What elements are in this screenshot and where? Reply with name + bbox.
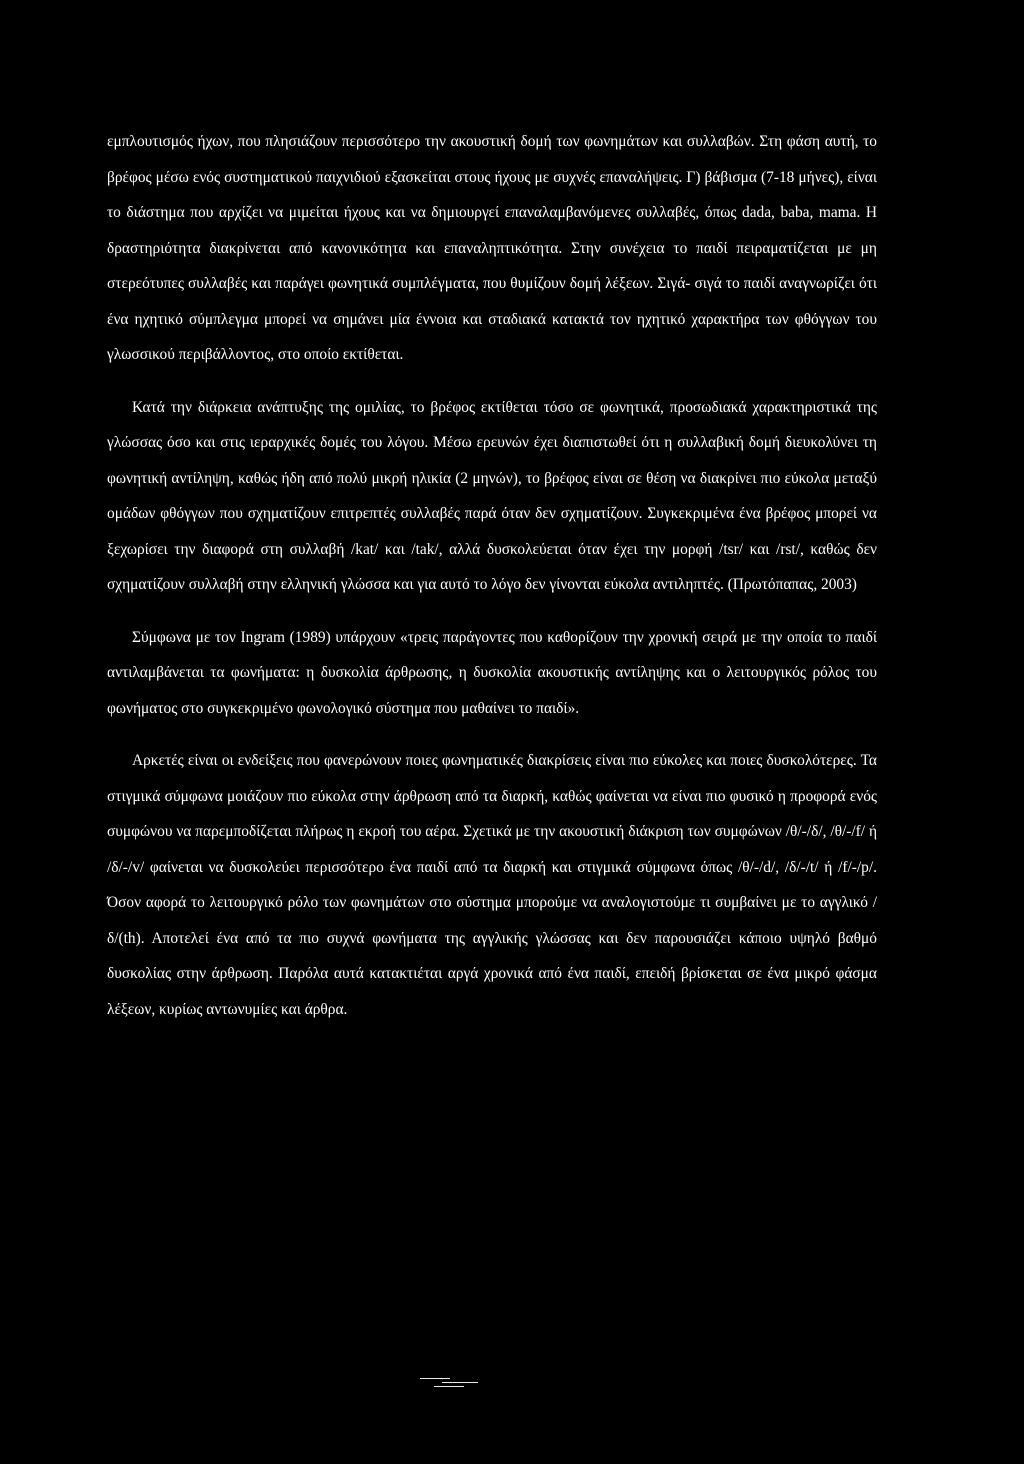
paragraph-1: εμπλουτισμός ήχων, που πλησιάζουν περισσότερο την ακουστική δομή των φωνημάτων και συλλαβών. Στη φάση αυτή, το βρέφος μέσω ενός συστηματικού παιχνιδιού εξασκείται στους ήχους με συχνές επαναλήψεις. Γ) βάβισμα (7-18 μήνες), είναι το διάστημα που αρχίζει να μιμείται ήχους και να δημιουργεί επαναλαμβανόμενες συλλαβές, όπως dada, baba, mama. Η δραστηριότητα διακρίνεται από κανονικότητα και επαναληπτικότητα. Στην συνέχεια το παιδί πειραματίζεται με μη στερεότυπες συλλαβές και παράγει φωνητικά συμπλέγματα, που θυμίζουν δομή λέξεων. Σιγά- σιγά το παιδί αναγνωρίζει ότι ένα ηχητικό σύμπλεγμα μπορεί να σημάνει μία έννοια και σταδιακά κατακτά τον ηχητικό χαρακτήρα των φθόγγων του γλωσσικού περιβάλλοντος, στο οποίο εκτίθεται. — [107, 133, 877, 363]
paragraph-2: Κατά την διάρκεια ανάπτυξης της ομιλίας, το βρέφος εκτίθεται τόσο σε φωνητικά, προσωδιακά χαρακτηριστικά της γλώσσας όσο και στις ιεραρχικές δομές του λόγου. Μέσω ερευνών έχει διαπιστωθεί ότι η συλλαβική δομή διευκολύνει τη φωνητική αντίληψη, καθώς ήδη από πολύ μικρή ηλικία (2 μηνών), το βρέφος είναι σε θέση να διακρίνει πιο εύκολα μεταξύ ομάδων φθόγγων που σχηματίζουν επιτρεπτές συλλαβές παρά όταν δεν σχηματίζουν. Συγκεκριμένα ένα βρέφος μπορεί να ξεχωρίσει την διαφορά στη συλλαβή /kat/ και /tak/, αλλά δυσκολεύεται όταν έχει την μορφή /tsr/ και /rst/, καθώς δεν σχηματίζουν συλλαβή στην ελληνική γλώσσα και για αυτό το λόγο δεν γίνονται εύκολα αντιληπτές. (Πρωτόπαπας, 2003) — [107, 398, 877, 593]
document-body — [107, 124, 877, 1027]
paragraph-3: Σύμφωνα με τον Ingram (1989) υπάρχουν «τρεις παράγοντες που καθορίζουν την χρονική σειρά με την οποία το παιδί αντιλαμβάνεται τα φωνήματα: η δυσκολία άρθρωσης, η δυσκολία ακουστικής αντίληψης και ο λειτουργικός ρόλος του φωνήματος στο συγκεκριμένο φωνολογικό σύστημα που μαθαίνει το παιδί». — [107, 628, 877, 717]
footer-separator-mark — [420, 1378, 478, 1388]
paragraph-4: Αρκετές είναι οι ενδείξεις που φανερώνουν ποιες φωνηματικές διακρίσεις είναι πιο εύκολες και ποιες δυσκολότερες. Τα στιγμικά σύμφωνα μοιάζουν πιο εύκολα στην άρθρωση από τα διαρκή, καθώς φαίνεται να είναι πιο φυσικό η προφορά ενός συμφώνου να παρεμποδίζεται πλήρως η εκροή του αέρα. Σχετικά με την ακουστική διάκριση των συμφώνων /θ/-/δ/, /θ/-/f/ ή /δ/-/v/ φαίνεται να δυσκολεύει περισσότερο ένα παιδί από τα διαρκή και στιγμικά σύμφωνα όπως /θ/-/d/, /δ/-/t/ ή /f/-/p/. Όσον αφορά το λειτουργικό ρόλο των φωνημάτων στο σύστημα μπορούμε να αναλογιστούμε τι συμβαίνει με το αγγλικό /δ/(th). Αποτελεί ένα από τα πιο συχνά φωνήματα της αγγλικής γλώσσας και δεν παρουσιάζει κάποιο υψηλό βαθμό δυσκολίας στην άρθρωση. Παρόλα αυτά κατακτιέται αργά χρονικά από ένα παιδί, επειδή βρίσκεται σε ένα μικρό φάσμα λέξεων, κυρίως αντωνυμίες και άρθρα. — [107, 752, 877, 1018]
